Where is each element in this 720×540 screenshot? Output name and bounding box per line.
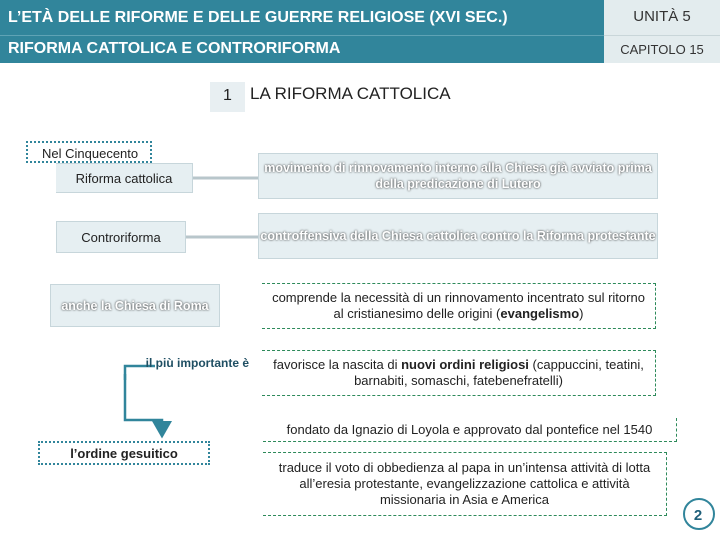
ordine-gesuitico-box: l’ordine gesuitico: [38, 441, 210, 465]
controriforma-box: Controriforma: [56, 221, 186, 253]
ordini-description-box: [262, 350, 656, 396]
evangelismo-term: evangelismo: [500, 306, 580, 321]
context-label: Nel Cinquecento: [26, 141, 152, 163]
chapter-label: CAPITOLO 15: [604, 35, 720, 63]
fondato-description: fondato da Ignazio di Loyola e approvato dal pontefice nel 1540: [263, 418, 677, 442]
chiesa-desc-post: ): [579, 306, 584, 321]
page-number: 2: [693, 507, 703, 524]
page-number-badge: [678, 495, 718, 535]
nuovi-ordini-term: nuovi ordini religiosi: [401, 357, 529, 372]
chiesa-di-roma-box: anche la Chiesa di Roma: [50, 284, 220, 327]
voto-description-text: traduce il voto di obbedienza al papa in un’intensa attività di lotta all’eresia protestante, evangelizzazione cattolica e attività missionaria in Asia e America: [278, 460, 651, 507]
unit-label: UNITÀ 5: [604, 0, 720, 35]
chiesa-desc-pre: comprende la necessità di un rinnovamento incentrato sul ritorno al cristianesimo delle origini (: [272, 290, 645, 321]
chapter-header-title: L’ETÀ DELLE RIFORME E DELLE GUERRE RELIGIOSE (XVI SEC.): [0, 0, 604, 35]
voto-description-box: [263, 452, 667, 516]
section-number: 1: [210, 82, 245, 112]
controriforma-description-box: controffensiva della Chiesa cattolica contro la Riforma protestante: [258, 213, 658, 259]
section-title: LA RIFORMA CATTOLICA: [250, 84, 451, 103]
riforma-cattolica-box: Riforma cattolica: [56, 163, 193, 193]
chiesa-description-box: [262, 283, 656, 329]
ordini-desc-post: (cappuccini, teatini, barnabiti, somaschi, fatebenefratelli): [354, 357, 644, 388]
connector-gesuitico: [125, 374, 162, 436]
piu-importante-label: il più importante è: [145, 356, 249, 370]
riforma-description-box: movimento di rinnovamento interno alla Chiesa già avviato prima della predicazione di Lutero: [258, 153, 658, 199]
ordini-desc-pre: favorisce la nascita di: [273, 357, 402, 372]
chapter-header-subtitle: RIFORMA CATTOLICA E CONTRORIFORMA: [0, 35, 604, 63]
